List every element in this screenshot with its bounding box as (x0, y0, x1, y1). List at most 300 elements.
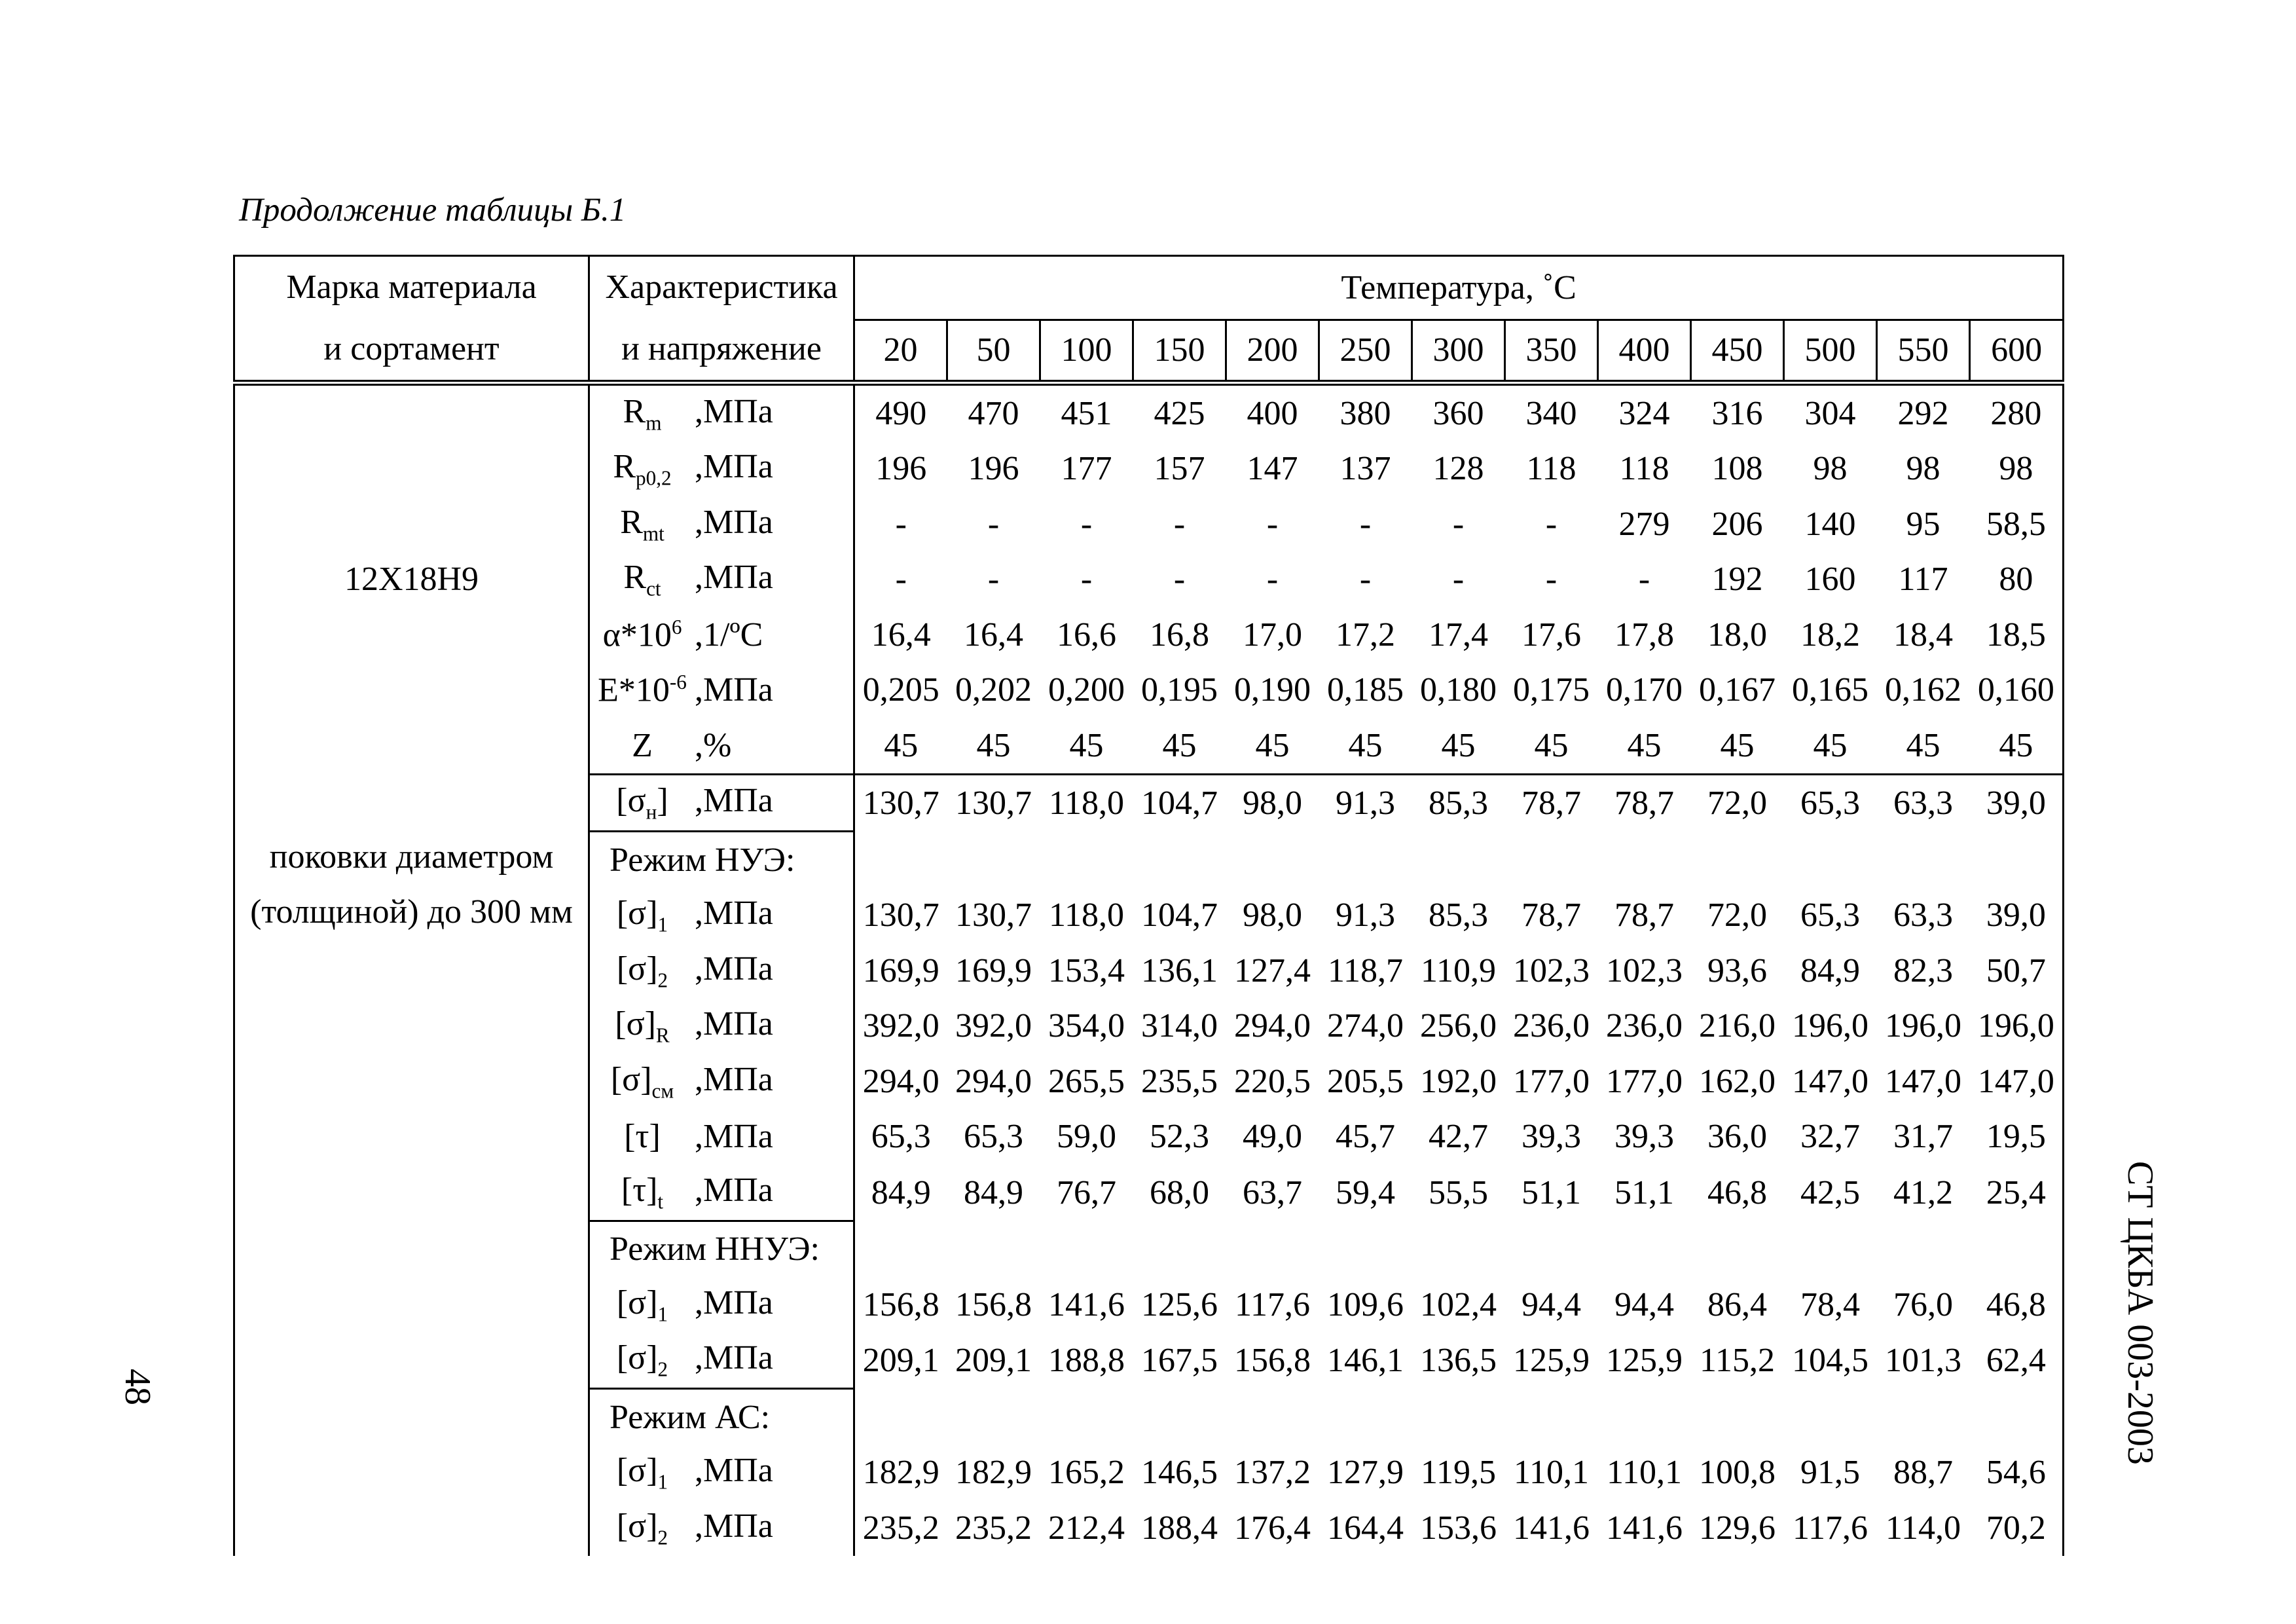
characteristic-unit: ,МПа (695, 1452, 773, 1490)
value-cell: 45 (884, 726, 919, 764)
characteristic-symbol (590, 558, 695, 600)
product-line1: поковки диаметром (269, 838, 554, 876)
value-cell: 18,5 (1970, 607, 2064, 663)
value-cell: 0,165 (1792, 671, 1868, 709)
symbol-base: Z (632, 726, 653, 764)
characteristic-symbol (590, 1005, 695, 1047)
value-cell: 0,205 (862, 671, 939, 709)
value-cell: 78,7 (1522, 896, 1581, 934)
properties-table (233, 255, 2064, 1556)
value-cell: - (895, 561, 907, 599)
characteristic-unit: ,МПа (695, 782, 773, 820)
value-cell: 98,0 (1226, 774, 1319, 832)
characteristic-symbol (590, 894, 695, 936)
value-cell: 140 (1804, 505, 1856, 543)
table-row (234, 386, 2064, 441)
characteristic-symbol (590, 671, 695, 709)
value-cell: 182,9 (955, 1454, 1032, 1492)
temperature-600: 600 (1970, 320, 2064, 383)
symbol-base: E*10 (598, 671, 670, 709)
characteristic-unit: ,МПа (695, 950, 773, 987)
value-cell: - (1545, 505, 1558, 543)
value-cell: 51,1 (1522, 1173, 1581, 1211)
symbol-base: [σ (616, 782, 646, 820)
value-cell: 118,0 (1040, 774, 1133, 832)
temperature-200: 200 (1226, 320, 1319, 383)
value-cell: 46,8 (1970, 1277, 2064, 1333)
symbol-subscript: mt (642, 521, 665, 545)
value-cell: 110,1 (1606, 1454, 1683, 1492)
value-cell: 101,3 (1885, 1342, 1961, 1379)
symbol-base: [τ] (624, 1118, 661, 1156)
value-cell: 256,0 (1420, 1007, 1497, 1045)
value-cell: 205,5 (1327, 1062, 1404, 1100)
symbol-subscript: ct (646, 577, 661, 600)
value-cell: 94,4 (1522, 1285, 1581, 1323)
temperature-150: 150 (1133, 320, 1226, 383)
value-cell: 0,195 (1141, 671, 1218, 709)
value-cell: 100,8 (1699, 1454, 1776, 1492)
value-cell: 17,0 (1243, 616, 1302, 654)
value-cell: 470 (968, 394, 1019, 432)
symbol-superscript: -6 (669, 671, 687, 694)
value-cell: 25,4 (1970, 1164, 2064, 1221)
value-cell: 147,0 (1792, 1062, 1868, 1100)
value-cell: 137,2 (1234, 1454, 1311, 1492)
characteristic-symbol (590, 726, 695, 765)
value-cell: 188,4 (1141, 1509, 1218, 1547)
value-cell: 147,0 (1970, 1054, 2064, 1109)
mode-label (589, 1221, 854, 1277)
value-cell: 85,3 (1429, 896, 1488, 934)
value-cell: 45 (1534, 726, 1569, 764)
symbol-subscript: R (655, 1024, 670, 1047)
value-cell: - (895, 505, 907, 543)
symbol-base: α*10 (602, 616, 672, 654)
value-cell: 177,0 (1513, 1062, 1590, 1100)
characteristic-unit: ,МПа (695, 1060, 773, 1098)
value-cell: 18,4 (1893, 616, 1953, 654)
symbol-subscript: см (651, 1079, 674, 1102)
value-cell: 117,6 (1792, 1509, 1868, 1547)
characteristic-unit: ,МПа (695, 392, 773, 430)
value-cell: 235,2 (955, 1509, 1032, 1547)
value-cell: 130,7 (854, 774, 947, 832)
value-cell: 0,170 (1606, 671, 1683, 709)
value-cell: 125,6 (1141, 1285, 1218, 1323)
value-cell: 91,5 (1800, 1454, 1860, 1492)
value-cell: 0,185 (1327, 671, 1404, 709)
value-cell: 157 (1154, 450, 1205, 488)
value-cell: 16,8 (1150, 616, 1209, 654)
symbol-superscript: 6 (671, 615, 682, 638)
value-cell: 45 (1906, 726, 1941, 764)
value-cell: 17,4 (1429, 616, 1488, 654)
symbol-subscript: 2 (657, 1357, 668, 1381)
value-cell: 91,3 (1319, 774, 1412, 832)
characteristic-symbol (590, 1451, 695, 1494)
value-cell: - (1173, 561, 1186, 599)
value-cell: 137 (1339, 450, 1391, 488)
value-cell: 220,5 (1234, 1062, 1311, 1100)
symbol-subscript: 1 (657, 1302, 668, 1325)
value-cell: 62,4 (1970, 1333, 2064, 1389)
symbol-base: R (623, 559, 647, 597)
value-cell: 108 (1711, 450, 1763, 488)
value-cell: 117,6 (1234, 1285, 1311, 1323)
value-cell: 192 (1711, 561, 1763, 599)
value-cell: 42,5 (1800, 1173, 1860, 1211)
characteristic-cell (589, 774, 854, 832)
value-cell: 128 (1432, 450, 1484, 488)
value-cell: 360 (1432, 394, 1484, 432)
temperature-450: 450 (1691, 320, 1784, 383)
characteristic-unit: ,МПа (695, 1339, 773, 1377)
value-cell: 45 (1162, 726, 1197, 764)
value-cell: 130,7 (947, 774, 1040, 832)
temperature-300: 300 (1412, 320, 1505, 383)
value-cell: 94,4 (1614, 1285, 1674, 1323)
mode-empty-cells (854, 832, 2064, 888)
value-cell: 39,3 (1614, 1118, 1674, 1156)
characteristic-symbol (590, 781, 695, 824)
characteristic-cell (589, 441, 854, 497)
symbol-base: [τ] (621, 1171, 658, 1209)
value-cell: 115,2 (1699, 1342, 1776, 1379)
value-cell: 392,0 (955, 1007, 1032, 1045)
value-cell: 55,5 (1429, 1173, 1488, 1211)
value-cell: 31,7 (1893, 1118, 1953, 1156)
header-characteristic-line2: и напряжение (621, 330, 822, 367)
value-cell: - (1080, 561, 1093, 599)
value-cell: 0,160 (1970, 663, 2064, 718)
characteristic-unit: ,МПа (695, 1507, 773, 1545)
value-cell: 117 (1898, 561, 1948, 599)
value-cell: 274,0 (1327, 1007, 1404, 1045)
value-cell: 141,6 (1513, 1509, 1590, 1547)
mode-empty-cells (854, 1389, 2064, 1445)
value-cell: 104,7 (1133, 774, 1226, 832)
value-cell: 147 (1247, 450, 1298, 488)
value-cell: 63,7 (1243, 1173, 1302, 1211)
value-cell: 16,6 (1057, 616, 1116, 654)
value-cell: 54,6 (1970, 1445, 2064, 1501)
value-cell: 314,0 (1141, 1007, 1218, 1045)
characteristic-symbol (590, 1283, 695, 1326)
value-cell: 82,3 (1893, 951, 1953, 989)
symbol-base: [σ] (616, 1507, 658, 1545)
value-cell: 209,1 (862, 1342, 939, 1379)
value-cell: 95 (1906, 505, 1941, 543)
value-cell: 354,0 (1048, 1007, 1125, 1045)
value-cell: 324 (1618, 394, 1670, 432)
value-cell: 45 (976, 726, 1011, 764)
value-cell: 127,9 (1327, 1454, 1404, 1492)
temperature-250: 250 (1319, 320, 1412, 383)
value-cell: - (1452, 561, 1465, 599)
value-cell: 0,167 (1699, 671, 1776, 709)
value-cell: 0,162 (1885, 671, 1961, 709)
page-number: 48 (117, 1369, 158, 1405)
symbol-base: [σ] (610, 1060, 652, 1098)
characteristic-unit: ,1/ºС (695, 616, 763, 654)
symbol-base: [σ] (615, 1005, 656, 1043)
value-cell: 294,0 (1234, 1007, 1311, 1045)
characteristic-cell (589, 1277, 854, 1333)
value-cell: 147,0 (1885, 1062, 1961, 1100)
value-cell: - (1638, 561, 1650, 599)
value-cell: 18,2 (1800, 616, 1860, 654)
value-cell: 162,0 (1699, 1062, 1776, 1100)
value-cell: 196 (875, 450, 927, 488)
value-cell: 84,9 (964, 1173, 1023, 1211)
value-cell: 102,3 (1513, 951, 1590, 989)
symbol-subscript: m (646, 411, 662, 434)
value-cell: 136,5 (1420, 1342, 1497, 1379)
symbol-base: [σ] (616, 950, 658, 987)
symbol-base: [σ] (616, 895, 658, 932)
value-cell: 216,0 (1699, 1007, 1776, 1045)
temperature-350: 350 (1505, 320, 1598, 383)
characteristic-symbol (590, 950, 695, 992)
value-cell: 65,3 (1800, 896, 1860, 934)
value-cell: 110,9 (1420, 951, 1497, 989)
value-cell: 380 (1339, 394, 1391, 432)
value-cell: 141,6 (1606, 1509, 1683, 1547)
header-material-line2: и сортамент (323, 330, 500, 367)
document-designation: СТ ЦКБА 003-2003 (2120, 1161, 2160, 1465)
value-cell: 400 (1247, 394, 1298, 432)
value-cell: 236,0 (1513, 1007, 1590, 1045)
characteristic-cell (589, 718, 854, 774)
value-cell: 176,4 (1234, 1509, 1311, 1547)
characteristic-symbol (590, 1171, 695, 1213)
value-cell: - (1452, 505, 1465, 543)
value-cell: 63,3 (1893, 896, 1953, 934)
value-cell: 153,4 (1048, 951, 1125, 989)
characteristic-symbol (590, 616, 695, 654)
characteristic-unit: ,МПа (695, 671, 773, 709)
product-line2: (толщиной) до 300 мм (250, 893, 573, 931)
characteristic-unit: ,МПа (695, 1283, 773, 1321)
temperature-20: 20 (854, 320, 947, 383)
value-cell: 182,9 (862, 1454, 939, 1492)
value-cell: 125,9 (1513, 1342, 1590, 1379)
characteristic-cell (589, 496, 854, 552)
value-cell: 76,0 (1893, 1285, 1953, 1323)
value-cell: 58,5 (1970, 496, 2064, 552)
symbol-subscript: 2 (657, 968, 668, 991)
value-cell: 65,3 (871, 1118, 931, 1156)
value-cell: 102,4 (1420, 1285, 1497, 1323)
value-cell: 451 (1061, 394, 1112, 432)
value-cell: 104,5 (1792, 1342, 1868, 1379)
mode-label (589, 1389, 854, 1445)
value-cell: 45 (1970, 718, 2064, 774)
characteristic-cell (589, 1054, 854, 1109)
value-cell: - (1359, 561, 1372, 599)
value-cell: 42,7 (1429, 1118, 1488, 1156)
symbol-subscript: p0,2 (636, 466, 672, 490)
value-cell: 169,9 (862, 951, 939, 989)
header-material (234, 256, 589, 383)
value-cell: 167,5 (1141, 1342, 1218, 1379)
value-cell: 91,3 (1336, 896, 1395, 934)
value-cell: 156,8 (1234, 1342, 1311, 1379)
value-cell: 156,8 (862, 1285, 939, 1323)
value-cell: 84,9 (1800, 951, 1860, 989)
characteristic-cell (589, 888, 854, 944)
value-cell: 98,0 (1243, 896, 1302, 934)
value-cell: 316 (1711, 394, 1763, 432)
value-cell: 80 (1970, 552, 2064, 608)
value-cell: 169,9 (955, 951, 1032, 989)
mode-label-text: Режим НУЭ: (610, 841, 795, 879)
value-cell: 265,5 (1048, 1062, 1125, 1100)
characteristic-cell (589, 552, 854, 608)
value-cell: 78,7 (1598, 774, 1691, 832)
value-cell: 78,7 (1505, 774, 1598, 832)
value-cell: 88,7 (1893, 1454, 1953, 1492)
value-cell: 109,6 (1327, 1285, 1404, 1323)
characteristic-symbol (590, 503, 695, 545)
symbol-close: ] (657, 782, 668, 820)
value-cell: 196,0 (1970, 999, 2064, 1054)
value-cell: 304 (1804, 394, 1856, 432)
value-cell: 192,0 (1420, 1062, 1497, 1100)
value-cell: 104,7 (1141, 896, 1218, 934)
value-cell: 127,4 (1234, 951, 1311, 989)
value-cell: 118 (1619, 450, 1669, 488)
characteristic-cell (589, 1445, 854, 1501)
value-cell: 0,175 (1513, 671, 1590, 709)
value-cell: 59,0 (1057, 1118, 1116, 1156)
characteristic-cell (589, 999, 854, 1054)
mode-label-text: Режим АС: (610, 1398, 771, 1436)
value-cell: 196,0 (1885, 1007, 1961, 1045)
value-cell: 19,5 (1970, 1109, 2064, 1165)
value-cell: 294,0 (955, 1062, 1032, 1100)
characteristic-symbol (590, 1060, 695, 1103)
temperature-50: 50 (947, 320, 1040, 383)
characteristic-cell (589, 1500, 854, 1556)
characteristic-symbol (590, 1507, 695, 1549)
value-cell: 98 (1813, 450, 1848, 488)
material-grade: 12Х18Н9 (344, 561, 479, 598)
value-cell: 0,200 (1048, 671, 1125, 709)
value-cell: 141,6 (1048, 1285, 1125, 1323)
value-cell: 114,0 (1885, 1509, 1961, 1547)
characteristic-unit: ,МПа (695, 1118, 773, 1156)
value-cell: 32,7 (1800, 1118, 1860, 1156)
header-material-line1: Марка материала (286, 268, 537, 306)
characteristic-cell (589, 663, 854, 718)
characteristic-cell (589, 1164, 854, 1221)
value-cell: 425 (1154, 394, 1205, 432)
value-cell: 102,3 (1606, 951, 1683, 989)
value-cell: 45 (1348, 726, 1383, 764)
characteristic-unit: ,МПа (695, 448, 773, 486)
value-cell: 153,6 (1420, 1509, 1497, 1547)
value-cell: - (1080, 505, 1093, 543)
value-cell: 59,4 (1336, 1173, 1395, 1211)
value-cell: 78,7 (1614, 896, 1674, 934)
value-cell: 76,7 (1057, 1173, 1116, 1211)
value-cell: - (987, 561, 1000, 599)
value-cell: 63,3 (1877, 774, 1970, 832)
characteristic-unit: ,МПа (695, 559, 773, 597)
value-cell: 236,0 (1606, 1007, 1683, 1045)
table-caption: Продолжение таблицы Б.1 (239, 192, 627, 229)
value-cell: 45 (1255, 726, 1290, 764)
value-cell: 130,7 (862, 896, 939, 934)
characteristic-unit: ,МПа (695, 503, 773, 541)
value-cell: 39,0 (1970, 888, 2064, 944)
value-cell: 93,6 (1707, 951, 1767, 989)
value-cell: 45 (1813, 726, 1848, 764)
value-cell: 17,8 (1614, 616, 1674, 654)
value-cell: 206 (1711, 505, 1763, 543)
value-cell: 118,0 (1048, 896, 1125, 934)
value-cell: - (1545, 561, 1558, 599)
value-cell: 49,0 (1243, 1118, 1302, 1156)
characteristic-symbol (590, 1117, 695, 1156)
value-cell: 136,1 (1141, 951, 1218, 989)
symbol-base: [σ] (616, 1339, 658, 1377)
value-cell: 0,202 (955, 671, 1032, 709)
value-cell: 212,4 (1048, 1509, 1125, 1547)
value-cell: 294,0 (862, 1062, 939, 1100)
value-cell: 17,2 (1336, 616, 1395, 654)
value-cell: 86,4 (1707, 1285, 1767, 1323)
temperature-100: 100 (1040, 320, 1133, 383)
symbol-subscript: t (657, 1189, 664, 1213)
value-cell: 165,2 (1048, 1454, 1125, 1492)
value-cell: 0,190 (1234, 671, 1311, 709)
value-cell: 490 (875, 394, 927, 432)
value-cell: 45,7 (1336, 1118, 1395, 1156)
material-cell (234, 386, 589, 1556)
value-cell: 78,4 (1800, 1285, 1860, 1323)
symbol-base: R (620, 503, 643, 541)
symbol-subscript: 1 (657, 1470, 668, 1494)
value-cell: 177 (1061, 450, 1112, 488)
value-cell: 156,8 (955, 1285, 1032, 1323)
value-cell: 16,4 (871, 616, 931, 654)
value-cell: 50,7 (1970, 943, 2064, 999)
mode-label (589, 832, 854, 888)
value-cell: 235,5 (1141, 1062, 1218, 1100)
value-cell: - (1266, 505, 1279, 543)
value-cell: 41,2 (1893, 1173, 1953, 1211)
value-cell: 39,0 (1970, 774, 2064, 832)
value-cell: 146,1 (1327, 1342, 1404, 1379)
value-cell: 72,0 (1707, 896, 1767, 934)
symbol-base: [σ] (616, 1283, 658, 1321)
value-cell: 118,7 (1327, 951, 1404, 989)
value-cell: 110,1 (1513, 1454, 1590, 1492)
value-cell: 188,8 (1048, 1342, 1125, 1379)
value-cell: 235,2 (862, 1509, 939, 1547)
value-cell: 279 (1618, 505, 1670, 543)
value-cell: 160 (1804, 561, 1856, 599)
characteristic-cell (589, 1333, 854, 1389)
value-cell: 164,4 (1327, 1509, 1404, 1547)
value-cell: 118 (1526, 450, 1576, 488)
characteristic-symbol (590, 1338, 695, 1381)
value-cell: 130,7 (955, 896, 1032, 934)
value-cell: 196,0 (1792, 1007, 1868, 1045)
